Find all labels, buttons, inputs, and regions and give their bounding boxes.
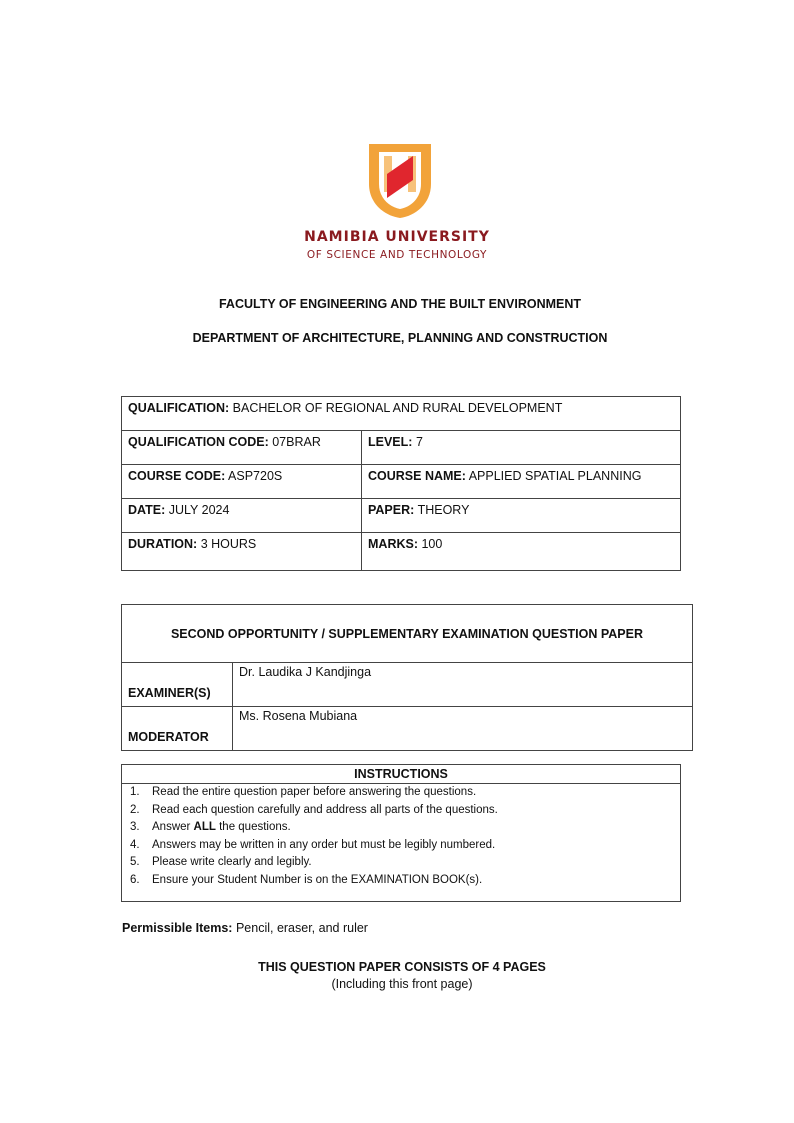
item-number: 6.: [130, 873, 140, 886]
examiner-value: Dr. Laudika J Kandjinga: [233, 663, 693, 707]
marks-value: 100: [421, 537, 443, 551]
page-count-notice: THIS QUESTION PAPER CONSISTS OF 4 PAGES: [258, 960, 546, 974]
list-item: [122, 802, 680, 820]
qualification-value: BACHELOR OF REGIONAL AND RURAL DEVELOPMENT: [232, 401, 563, 415]
university-subtitle: OF SCIENCE AND TECHNOLOGY: [306, 249, 488, 261]
course-code-cell: [122, 465, 362, 499]
date-label: DATE:: [128, 503, 166, 517]
course-name-value: APPLIED SPATIAL PLANNING: [468, 469, 642, 483]
item-text-post: the questions.: [215, 821, 291, 833]
item-number: 2.: [130, 803, 140, 816]
table-row: [122, 499, 681, 533]
list-item: [122, 872, 680, 890]
item-text: Please write clearly and legibly.: [152, 856, 312, 868]
table-row: [122, 533, 681, 571]
course-code-label: COURSE CODE:: [128, 469, 226, 483]
level-cell: [362, 431, 681, 465]
level-value: 7: [415, 435, 423, 449]
permissible-items: [122, 921, 368, 935]
list-item: [122, 854, 680, 872]
university-logo-icon: [365, 140, 435, 220]
date-value: JULY 2024: [168, 503, 230, 517]
qualification-code-value: 07BRAR: [272, 435, 321, 449]
faculty-heading: FACULTY OF ENGINEERING AND THE BUILT ENVIRONMENT: [218, 297, 582, 311]
list-item: [122, 837, 680, 855]
duration-cell: [122, 533, 362, 571]
department-heading: DEPARTMENT OF ARCHITECTURE, PLANNING AND CONSTRUCTION: [192, 331, 608, 345]
item-text: Answers may be written in any order but must be legibly numbered.: [152, 838, 496, 851]
examiner-label: EXAMINER(S): [122, 663, 233, 707]
qualification-cell: [122, 397, 681, 431]
item-text: Read each question carefully and address all parts of the questions.: [152, 803, 498, 816]
item-text-bold: ALL: [193, 821, 216, 833]
table-row: [122, 431, 681, 465]
moderator-label: MODERATOR: [122, 707, 233, 751]
qualification-code-cell: [122, 431, 362, 465]
university-name: NAMIBIA UNIVERSITY: [304, 229, 490, 245]
level-label: LEVEL:: [368, 435, 413, 449]
instructions-list: [122, 784, 680, 889]
item-number: 5.: [130, 856, 140, 868]
page-count-note: (Including this front page): [331, 977, 473, 991]
duration-label: DURATION:: [128, 537, 198, 551]
list-item: [122, 819, 680, 837]
course-name-cell: [362, 465, 681, 499]
instructions-box: [121, 764, 681, 902]
permissible-value: Pencil, eraser, and ruler: [235, 921, 368, 935]
marks-cell: [362, 533, 681, 571]
qualification-label: QUALIFICATION:: [128, 401, 230, 415]
item-text: Ensure your Student Number is on the EXAMINATION BOOK(s).: [152, 873, 483, 886]
date-cell: [122, 499, 362, 533]
moderator-value: Ms. Rosena Mubiana: [233, 707, 693, 751]
table-row: [122, 663, 693, 707]
qualification-code-label: QUALIFICATION CODE:: [128, 435, 269, 449]
list-item: [122, 784, 680, 802]
item-text: Read the entire question paper before answering the questions.: [152, 786, 477, 798]
item-number: 4.: [130, 838, 140, 851]
marks-label: MARKS:: [368, 537, 418, 551]
table-row: [122, 605, 693, 663]
paper-value: THEORY: [417, 503, 470, 517]
table-row: [122, 465, 681, 499]
item-text-pre: Answer: [152, 821, 194, 833]
duration-value: 3 HOURS: [200, 537, 257, 551]
course-name-label: COURSE NAME:: [368, 469, 466, 483]
examiners-table: [121, 604, 693, 751]
course-code-value: ASP720S: [228, 469, 283, 483]
table-row: [122, 397, 681, 431]
course-details-table: [121, 396, 681, 571]
table-row: [122, 707, 693, 751]
exam-title: SECOND OPPORTUNITY / SUPPLEMENTARY EXAMINATION QUESTION PAPER: [122, 605, 693, 663]
paper-label: PAPER:: [368, 503, 415, 517]
paper-cell: [362, 499, 681, 533]
permissible-label: Permissible Items:: [122, 921, 233, 935]
item-number: 1.: [130, 786, 140, 798]
item-number: 3.: [130, 821, 140, 833]
instructions-title: INSTRUCTIONS: [122, 765, 680, 784]
